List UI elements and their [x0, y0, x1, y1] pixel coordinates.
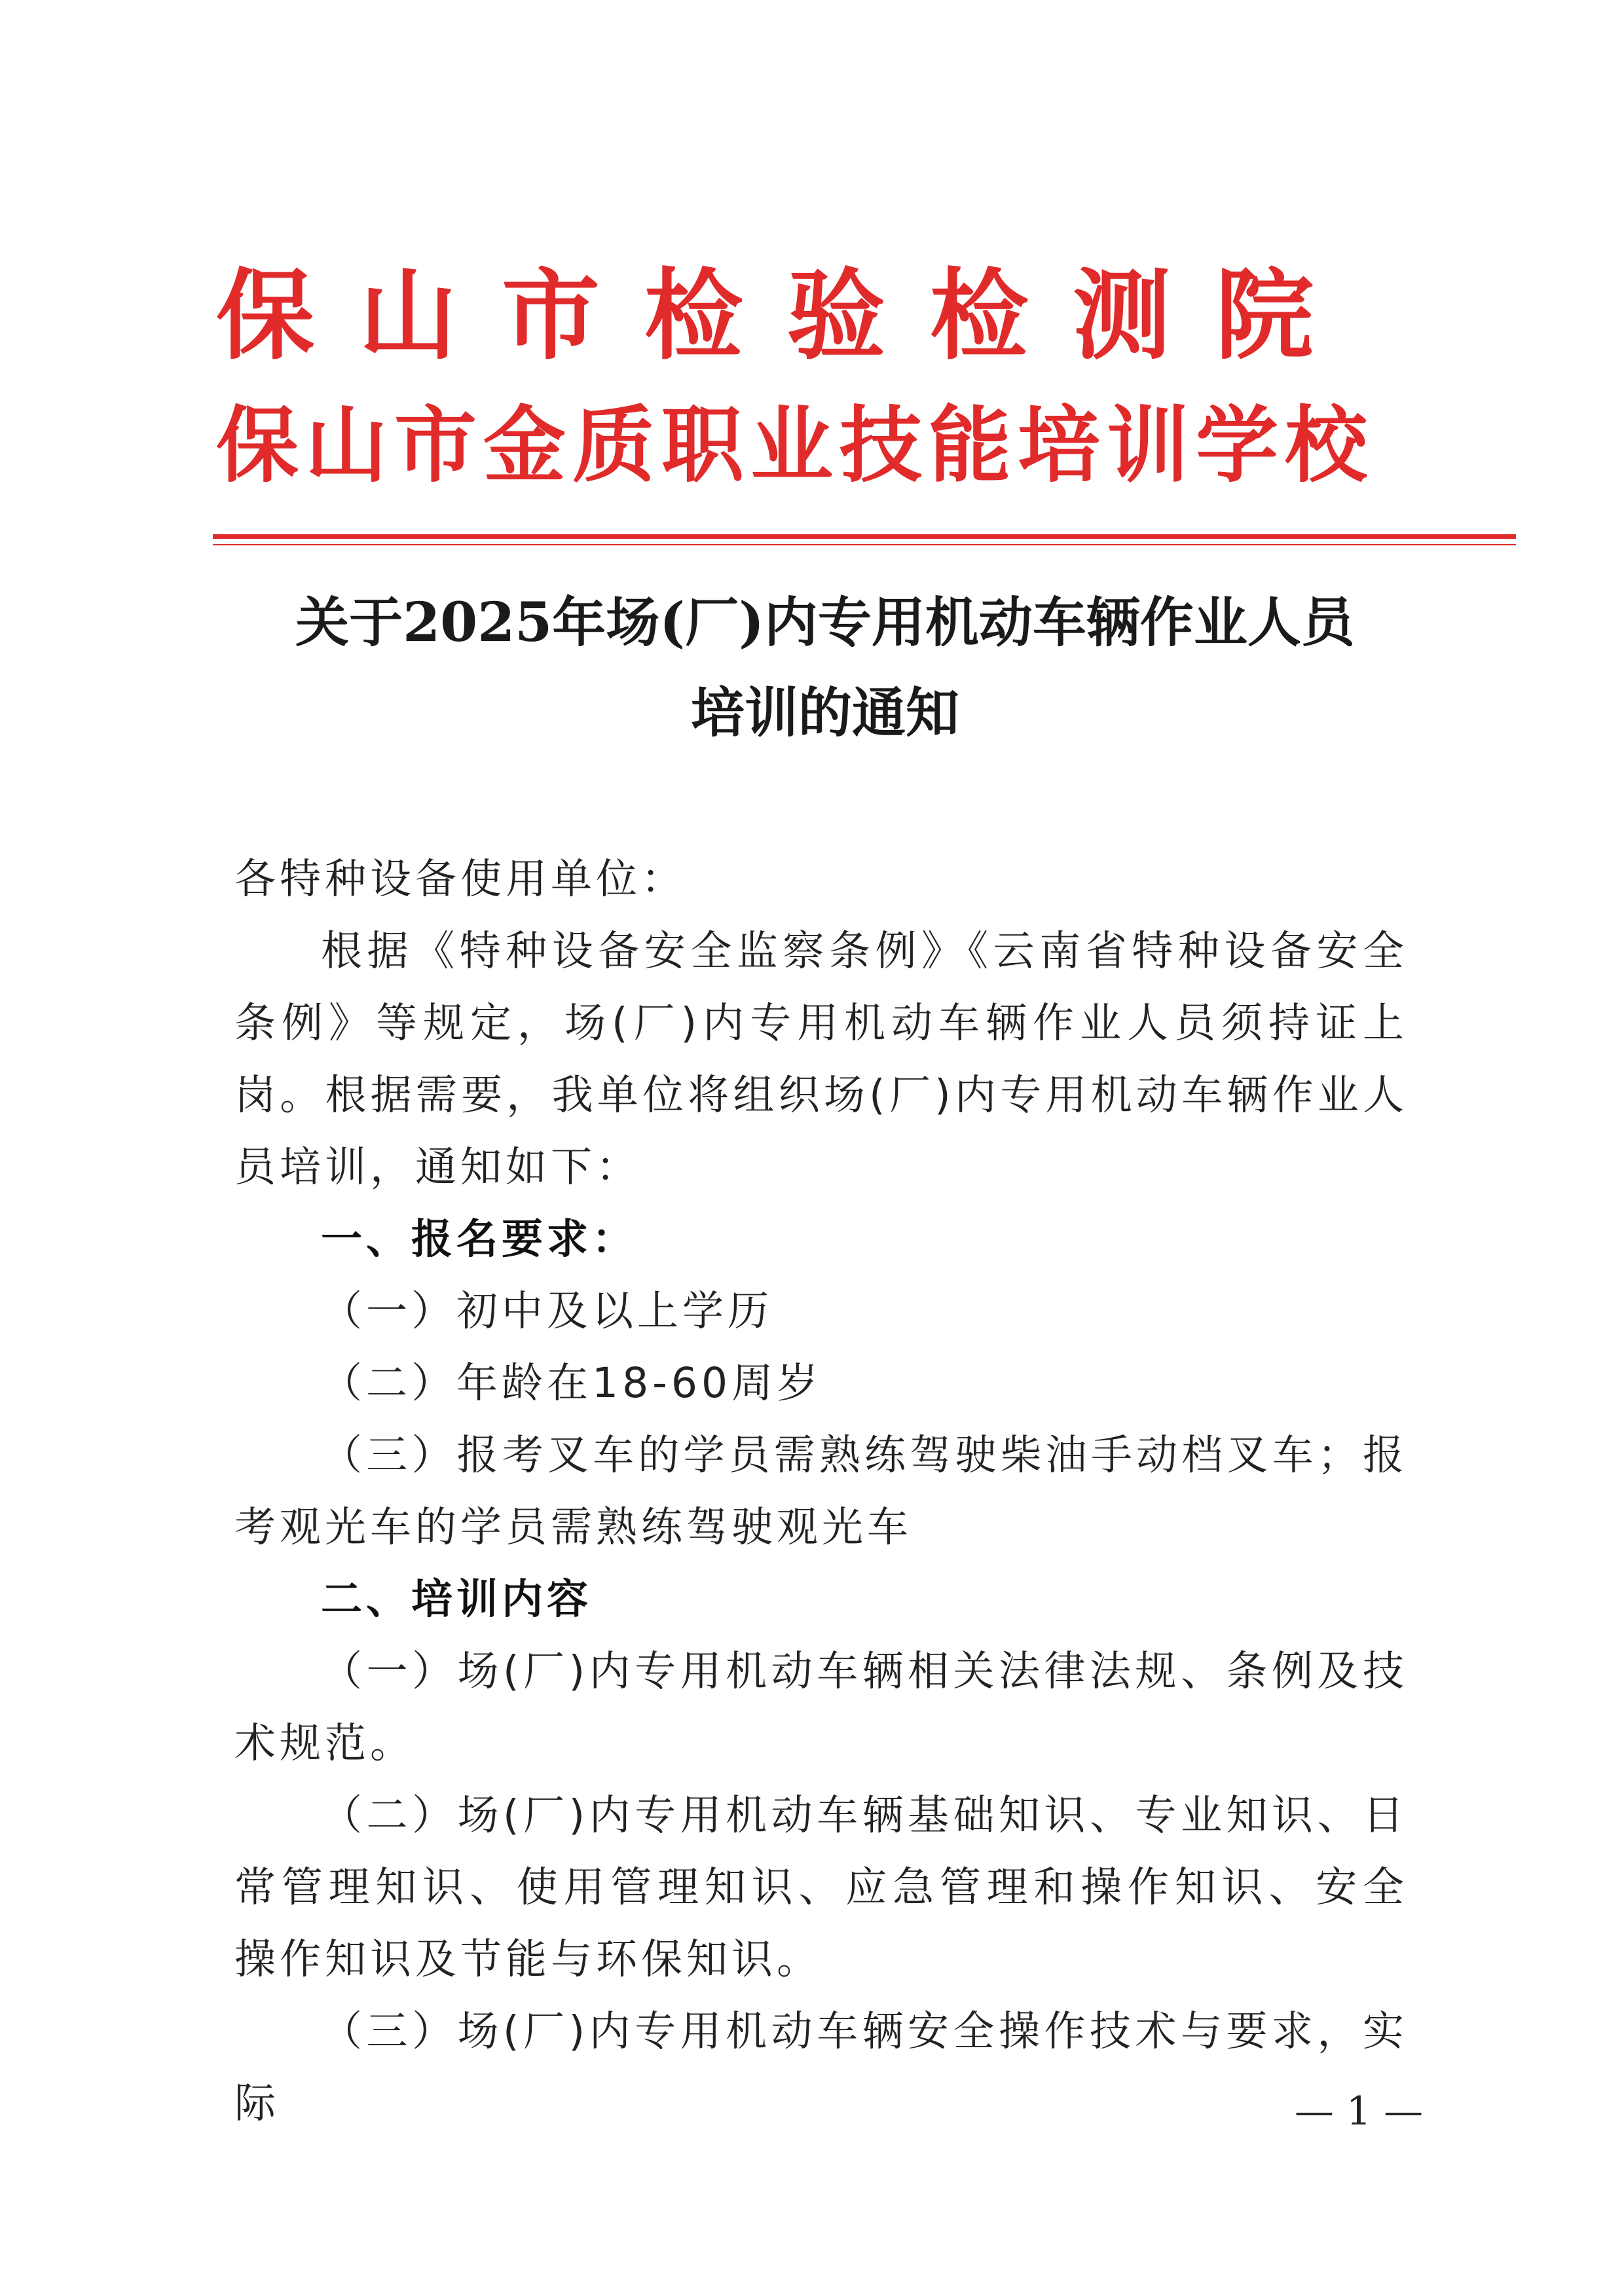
content-item-1: （一）场(厂)内专用机动车辆相关法律法规、条例及技术规范。	[234, 1647, 1408, 1767]
salutation: 各特种设备使用单位：	[234, 855, 686, 903]
requirement-item-1: （一）初中及以上学历	[321, 1287, 773, 1335]
intro-paragraph: 根据《特种设备安全监察条例》《云南省特种设备安全条例》等规定，场(厂)内专用机动车辆作业人员须持证上岗。根据需要，我单位将组织场(厂)内专用机动车辆作业人员培训，通知如下：	[234, 927, 1408, 1191]
section-heading-requirements: 一、报名要求：	[321, 1215, 637, 1263]
letterhead-divider-thin	[213, 544, 1516, 545]
letterhead-org-name-1: 保山市检验检测院	[216, 259, 1359, 373]
requirement-item-2: （二）年龄在18-60周岁	[321, 1359, 822, 1407]
document-title-line-2: 培训的通知	[690, 682, 959, 744]
document-title-line-1: 关于2025年场(厂)内专用机动车辆作业人员	[295, 591, 1355, 654]
section-heading-content: 二、培训内容	[321, 1575, 592, 1623]
content-item-2: （二）场(厂)内专用机动车辆基础知识、专业知识、日常管理知识、使用管理知识、应急管理和操作知识、安全操作知识及节能与环保知识。	[234, 1791, 1408, 1983]
content-item-3: （三）场(厂)内专用机动车辆安全操作技术与要求，实际	[234, 2007, 1408, 2127]
requirement-item-3: （三）报考叉车的学员需熟练驾驶柴油手动档叉车；报考观光车的学员需熟练驾驶观光车	[234, 1431, 1408, 1551]
page-number: — 1 —	[1294, 2088, 1424, 2134]
letterhead-divider-thick	[213, 534, 1516, 539]
document-body	[234, 843, 1408, 2140]
letterhead-org-name-2: 保山市金质职业技能培训学校	[216, 397, 1374, 494]
